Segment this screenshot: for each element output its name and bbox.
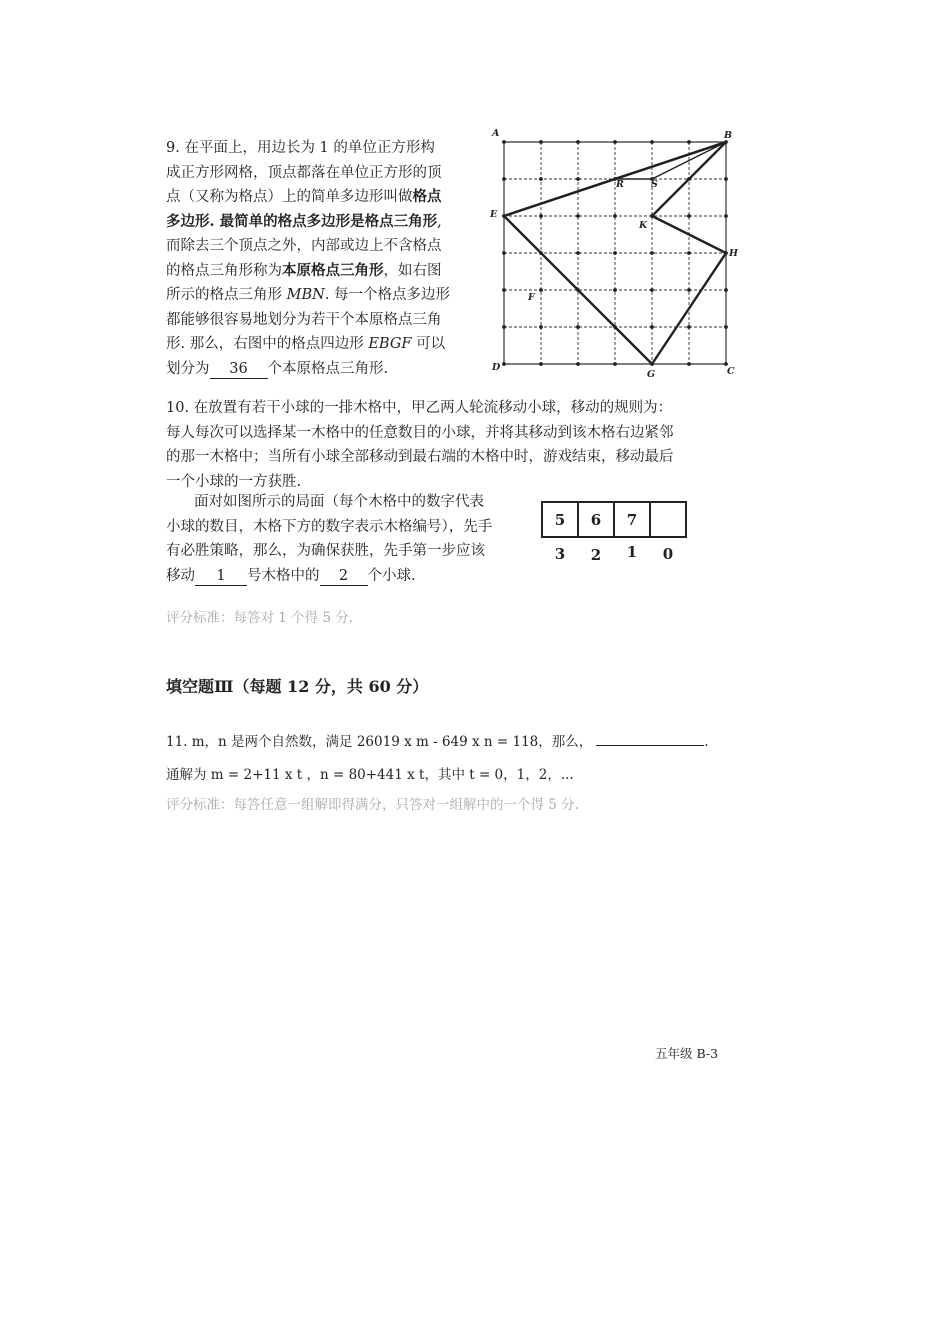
lattice-point — [613, 362, 617, 366]
lattice-figure — [480, 120, 750, 382]
label-r: R — [616, 179, 624, 190]
q9-after-ebgf: 可以 — [411, 336, 446, 352]
q9-answer-blank: 36 — [210, 360, 268, 379]
lattice-point — [576, 362, 580, 366]
q9-line-9: 形. 那么，右图中的格点四边形 — [166, 336, 364, 352]
q10-line-2: 每人每次可以选择某一木格中的任意数目的小球，并将其移动到该木格右边紧邻 — [166, 424, 674, 441]
lattice-point — [724, 288, 728, 292]
page-footer: 五年级 B-3 — [655, 1046, 719, 1061]
box-number-3: 3 — [554, 545, 566, 563]
q9-line-3: 点（又称为格点）上的简单多边形叫做 — [166, 189, 413, 205]
lattice-point — [687, 325, 691, 329]
q9-line-8: 都能够很容易地划分为若干个本原格点三角 — [166, 311, 442, 328]
lattice-point — [576, 325, 580, 329]
box-number-1: 1 — [626, 543, 638, 561]
q10-mid: 号木格中的 — [247, 567, 320, 584]
box-number-2: 2 — [590, 546, 602, 564]
lattice-point — [650, 325, 654, 329]
q11-end: . — [704, 734, 709, 750]
box-number-0: 0 — [662, 545, 674, 563]
lattice-point — [576, 140, 580, 144]
question-11 — [166, 730, 709, 750]
lattice-point — [502, 140, 506, 144]
box-count-3: 5 — [554, 511, 566, 529]
question-10 — [166, 396, 726, 494]
q9-line-4: 多边形. 最简单的格点多边形是 — [166, 212, 365, 230]
q9-line-2: 成正方形网格，顶点都落在单位正方形的顶 — [166, 164, 442, 181]
lattice-point — [502, 325, 506, 329]
lattice-point — [724, 214, 728, 218]
question-10-part2 — [166, 490, 516, 588]
q9-after-mbn: . 每一个格点多边形 — [324, 287, 451, 303]
q11-scoring: 评分标准：每答任意一组解即得满分，只答对一组解中的一个得 5 分. — [166, 797, 579, 813]
q11-question: 11. m，n 是两个自然数，满足 26019 x m - 649 x n = 118，那么， — [166, 734, 593, 750]
q10-scoring: 评分标准：每答对 1 个得 5 分. — [166, 610, 354, 626]
ball-boxes-figure — [538, 498, 698, 568]
label-s: S — [651, 179, 658, 190]
lattice-point — [613, 140, 617, 144]
label-h: H — [729, 248, 738, 259]
question-9 — [166, 136, 478, 381]
lattice-point — [576, 177, 580, 181]
q9-bold-primitive: 本原格点三角形 — [282, 261, 384, 279]
label-c: C — [727, 366, 735, 377]
q10-line-3: 的那一木格中；当所有小球全部移动到最右端的木格中时，游戏结束，移动最后 — [166, 449, 674, 465]
box-count-2: 6 — [590, 511, 602, 529]
lattice-point — [613, 251, 617, 255]
lattice-point — [613, 214, 617, 218]
q10-line-4: 一个小球的一方获胜. — [166, 473, 302, 490]
lattice-point — [539, 177, 543, 181]
q10-line-6: 小球的数目，木格下方的数字表示木格编号），先手 — [166, 518, 493, 535]
q9-ebgf: EBGF — [368, 336, 412, 352]
lattice-point — [539, 362, 543, 366]
q10-move-prefix: 移动 — [166, 567, 195, 584]
segment-brs — [615, 142, 726, 179]
q10-line-5: 面对如图所示的局面（每个木格中的数字代表 — [194, 494, 484, 510]
q9-line-5: 而除去三个顶点之外，内部或边上不含格点 — [166, 238, 442, 254]
lattice-point — [687, 288, 691, 292]
lattice-point — [576, 251, 580, 255]
lattice-point — [539, 325, 543, 329]
lattice-point — [502, 288, 506, 292]
lattice-point — [650, 288, 654, 292]
q9-after-primitive: ，如右图 — [383, 262, 442, 279]
lattice-point — [502, 251, 506, 255]
lattice-point — [650, 251, 654, 255]
section-title: 填空题Ⅲ（每题 12 分，共 60 分） — [166, 677, 429, 696]
label-e: E — [490, 209, 498, 220]
q9-line-10: 划分为 — [166, 360, 210, 377]
label-a: A — [492, 128, 500, 139]
lattice-point — [687, 140, 691, 144]
lattice-point — [687, 251, 691, 255]
q9-after-answer: 个本原格点三角形. — [267, 360, 389, 377]
box-count-1: 7 — [626, 511, 638, 529]
q9-bold-gedian: 格点 — [412, 188, 442, 205]
lattice-point — [502, 362, 506, 366]
lattice-point — [539, 288, 543, 292]
lattice-point — [539, 214, 543, 218]
q10-line-7: 有必胜策略，那么，为确保获胜，先手第一步应该 — [166, 543, 485, 559]
q10-suffix: 个小球. — [367, 567, 416, 584]
label-d: D — [492, 362, 501, 373]
lattice-point — [576, 214, 580, 218]
q11-solution: 通解为 m = 2+11 x t ，n = 80+441 x t，其中 t = 0，1，2，... — [166, 767, 574, 783]
q10-answer-2: 2 — [320, 567, 368, 586]
q10-line-1: 10. 在放置有若干小球的一排木格中，甲乙两人轮流移动小球，移动的规则为： — [166, 400, 673, 416]
q9-line-1: 9. 在平面上，用边长为 1 的单位正方形构 — [166, 140, 435, 156]
lattice-point — [613, 288, 617, 292]
lattice-point — [724, 325, 728, 329]
lattice-point — [724, 177, 728, 181]
label-k: K — [639, 220, 648, 231]
q9-line-7: 所示的格点三角形 — [166, 287, 282, 303]
label-f: F — [528, 292, 535, 303]
q9-comma: , — [437, 213, 442, 230]
q9-bold-triangle: 格点三角形 — [364, 212, 438, 230]
lattice-point — [687, 362, 691, 366]
lattice-point — [650, 140, 654, 144]
q11-answer-blank — [596, 745, 704, 746]
lattice-point — [539, 140, 543, 144]
q9-mbn: MBN — [286, 287, 325, 303]
q10-answer-1: 1 — [195, 567, 247, 586]
label-g: G — [647, 369, 656, 380]
lattice-point — [502, 177, 506, 181]
q9-line-6: 的格点三角形称为 — [166, 262, 282, 279]
label-b: B — [724, 130, 733, 141]
lattice-point — [687, 214, 691, 218]
